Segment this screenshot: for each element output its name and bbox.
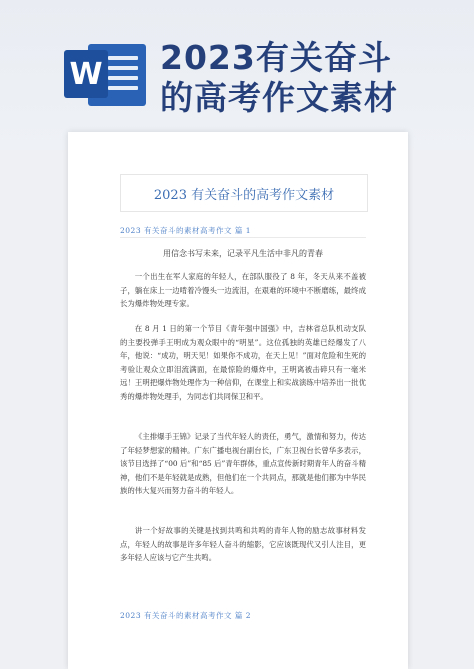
headline-line-1: 2023有关奋斗 <box>160 38 392 77</box>
page-headline <box>160 38 398 118</box>
paragraph-4: 讲一个好故事的关键是找到共鸣和共鸣的青年人物的励志故事材料发点，年轻人的故事是许多年轻人奋斗的缩影，它应该既现代又引人注目，更多年轻人应该与它产生共鸣。 <box>120 526 366 562</box>
headline-line-2: 的高考作文素材 <box>160 78 398 117</box>
paragraph-3: 《主排爆手王锦》记录了当代年轻人的责任，勇气，激情和努力，传达了年轻梦想家的精神。广东广播电视台副台长，广东卫视台长曾华多表示，该节目选择了“00 后”和“85 后”青年群体，重点宣传新时期青年人的奋斗精神，他们不是年轻就是成熟，但他们在一个共同点，那就是他们都为中华民族的伟大复兴而努力奋斗的年轻人。 <box>120 432 366 495</box>
section-heading-1: 2023 有关奋斗的素材高考作文 篇 1 <box>120 226 252 235</box>
document-title-box <box>120 174 368 212</box>
document-title: 2023 有关奋斗的高考作文素材 <box>153 187 335 203</box>
word-letter-badge: W <box>64 50 108 98</box>
section-divider <box>120 237 366 238</box>
document-subtitle: 用信念书写未来，记录平凡生活中非凡的青春 <box>163 249 323 258</box>
paragraph-2: 在 8 月 1 日的第一个节目《青年强中国强》中，吉林省总队机动支队的主要投弹手王明成为观众眼中的“明星”。这位孤独的英雄已经爆发了八年，他说：“成功，明天见！如果你不成功，在天上见！”面对危险和生死的考验让观众立即泪流满面，在最惊险的爆炸中，王明离被击碎只有一毫米远！王明把爆炸物处理作为一种信仰，在课堂上和实战演练中培养出一批优秀的爆炸物处理手，为同志们共同保卫和平。 <box>120 324 366 401</box>
paragraph-1: 一个出生在军人家庭的年轻人，在部队服役了 8 年，冬天从来不盖被子，躺在床上一边啃着冷馒头一边流泪，在艰难的环境中不断磨练，最终成长为爆炸物处理专家。 <box>120 272 366 308</box>
section-heading-2: 2023 有关奋斗的素材高考作文 篇 2 <box>120 611 252 620</box>
document-sheet <box>68 132 408 669</box>
word-document-icon <box>64 42 148 108</box>
